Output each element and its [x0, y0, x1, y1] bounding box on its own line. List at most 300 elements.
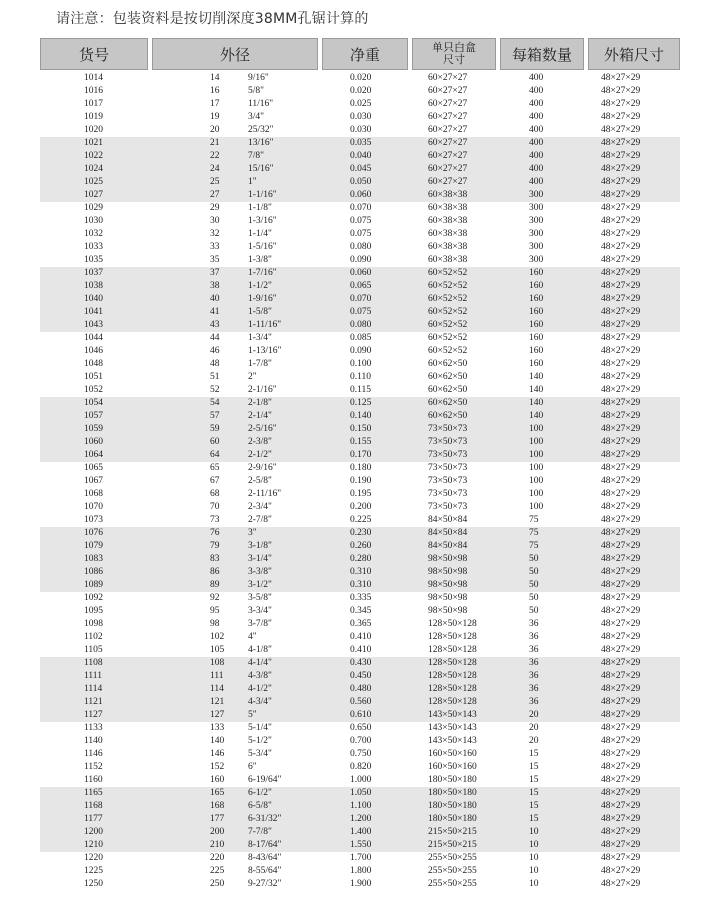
cell-net-weight: 0.410: [350, 645, 372, 655]
cell-outer-dia-inch: 1-3/8": [248, 255, 272, 265]
cell-outer-dia-mm: 152: [210, 762, 225, 772]
cell-outer-dia-inch: 2-1/4": [248, 411, 272, 421]
cell-outer-dia-inch: 9/16": [248, 73, 269, 83]
cell-box-size: 73×50×73: [428, 476, 468, 486]
cell-outer-dia-mm: 52: [210, 385, 220, 395]
cell-carton-size: 48×27×29: [601, 593, 641, 603]
cell-code: 1068: [84, 489, 103, 499]
cell-outer-dia-inch: 2-1/2": [248, 450, 272, 460]
cell-outer-dia-mm: 65: [210, 463, 220, 473]
table-row: [40, 566, 680, 579]
table-row: [40, 774, 680, 787]
cell-code: 1070: [84, 502, 103, 512]
cell-outer-dia-inch: 3-1/4": [248, 554, 272, 564]
table-row: [40, 98, 680, 111]
cell-carton-size: 48×27×29: [601, 671, 641, 681]
cell-outer-dia-inch: 1-3/16": [248, 216, 277, 226]
cell-code: 1064: [84, 450, 103, 460]
cell-outer-dia-mm: 46: [210, 346, 220, 356]
table-row: [40, 722, 680, 735]
cell-carton-size: 48×27×29: [601, 372, 641, 382]
cell-code: 1014: [84, 73, 103, 83]
cell-qty-per-carton: 36: [529, 658, 539, 668]
cell-net-weight: 0.080: [350, 242, 372, 252]
table-row: [40, 501, 680, 514]
cell-carton-size: 48×27×29: [601, 294, 641, 304]
cell-qty-per-carton: 10: [529, 853, 539, 863]
cell-box-size: 60×52×52: [428, 281, 468, 291]
table-row: [40, 592, 680, 605]
cell-box-size: 98×50×98: [428, 554, 468, 564]
cell-qty-per-carton: 75: [529, 528, 539, 538]
cell-net-weight: 0.025: [350, 99, 372, 109]
header-code: 货号: [40, 38, 148, 70]
table-row: [40, 280, 680, 293]
cell-carton-size: 48×27×29: [601, 840, 641, 850]
cell-outer-dia-mm: 92: [210, 593, 220, 603]
cell-qty-per-carton: 75: [529, 515, 539, 525]
cell-outer-dia-mm: 89: [210, 580, 220, 590]
cell-outer-dia-inch: 6-31/32": [248, 814, 282, 824]
cell-box-size: 255×50×255: [428, 853, 477, 863]
cell-carton-size: 48×27×29: [601, 684, 641, 694]
cell-carton-size: 48×27×29: [601, 112, 641, 122]
cell-code: 1051: [84, 372, 103, 382]
cell-outer-dia-mm: 44: [210, 333, 220, 343]
table-row: [40, 735, 680, 748]
cell-outer-dia-mm: 59: [210, 424, 220, 434]
cell-code: 1127: [84, 710, 103, 720]
table-row: [40, 670, 680, 683]
table-row: [40, 696, 680, 709]
cell-box-size: 60×62×50: [428, 372, 468, 382]
cell-box-size: 60×38×38: [428, 242, 468, 252]
cell-carton-size: 48×27×29: [601, 853, 641, 863]
cell-code: 1210: [84, 840, 103, 850]
cell-box-size: 60×38×38: [428, 255, 468, 265]
cell-outer-dia-mm: 165: [210, 788, 225, 798]
cell-outer-dia-inch: 2-3/8": [248, 437, 272, 447]
cell-qty-per-carton: 10: [529, 827, 539, 837]
cell-qty-per-carton: 100: [529, 502, 544, 512]
table-row: [40, 137, 680, 150]
cell-carton-size: 48×27×29: [601, 814, 641, 824]
cell-outer-dia-inch: 5-1/2": [248, 736, 272, 746]
cell-box-size: 98×50×98: [428, 593, 468, 603]
cell-box-size: 128×50×128: [428, 671, 477, 681]
cell-qty-per-carton: 140: [529, 398, 544, 408]
cell-net-weight: 0.190: [350, 476, 372, 486]
table-row: [40, 397, 680, 410]
cell-box-size: 84×50×84: [428, 515, 468, 525]
cell-box-size: 180×50×180: [428, 801, 477, 811]
cell-qty-per-carton: 400: [529, 99, 544, 109]
table-row: [40, 215, 680, 228]
cell-outer-dia-mm: 76: [210, 528, 220, 538]
cell-code: 1038: [84, 281, 103, 291]
cell-carton-size: 48×27×29: [601, 541, 641, 551]
cell-carton-size: 48×27×29: [601, 424, 641, 434]
cell-carton-size: 48×27×29: [601, 645, 641, 655]
cell-code: 1019: [84, 112, 103, 122]
cell-outer-dia-mm: 48: [210, 359, 220, 369]
cell-outer-dia-inch: 5/8": [248, 86, 265, 96]
table-row: [40, 839, 680, 852]
table-row: [40, 475, 680, 488]
cell-code: 1200: [84, 827, 103, 837]
cell-outer-dia-mm: 70: [210, 502, 220, 512]
table-row: [40, 878, 680, 891]
cell-outer-dia-inch: 11/16": [248, 99, 274, 109]
cell-outer-dia-mm: 17: [210, 99, 220, 109]
cell-net-weight: 0.035: [350, 138, 372, 148]
table-row: [40, 423, 680, 436]
cell-box-size: 215×50×215: [428, 827, 477, 837]
cell-box-size: 73×50×73: [428, 450, 468, 460]
cell-carton-size: 48×27×29: [601, 268, 641, 278]
table-row: [40, 241, 680, 254]
cell-box-size: 60×27×27: [428, 177, 468, 187]
cell-qty-per-carton: 10: [529, 879, 539, 889]
cell-net-weight: 0.050: [350, 177, 372, 187]
cell-code: 1160: [84, 775, 103, 785]
cell-qty-per-carton: 15: [529, 762, 539, 772]
table-row: [40, 228, 680, 241]
cell-qty-per-carton: 160: [529, 307, 544, 317]
cell-outer-dia-inch: 3-3/8": [248, 567, 272, 577]
cell-outer-dia-mm: 86: [210, 567, 220, 577]
table-row: [40, 748, 680, 761]
cell-qty-per-carton: 75: [529, 541, 539, 551]
cell-net-weight: 0.310: [350, 580, 372, 590]
cell-code: 1048: [84, 359, 103, 369]
cell-net-weight: 0.410: [350, 632, 372, 642]
cell-qty-per-carton: 100: [529, 437, 544, 447]
cell-outer-dia-mm: 32: [210, 229, 220, 239]
cell-net-weight: 0.040: [350, 151, 372, 161]
table-row: [40, 293, 680, 306]
cell-box-size: 128×50×128: [428, 684, 477, 694]
cell-net-weight: 0.070: [350, 294, 372, 304]
cell-qty-per-carton: 160: [529, 281, 544, 291]
table-row: [40, 358, 680, 371]
cell-qty-per-carton: 400: [529, 164, 544, 174]
table-row: [40, 345, 680, 358]
cell-code: 1102: [84, 632, 103, 642]
cell-outer-dia-inch: 4-1/4": [248, 658, 272, 668]
cell-net-weight: 1.100: [350, 801, 372, 811]
cell-net-weight: 0.085: [350, 333, 372, 343]
table-row: [40, 631, 680, 644]
table-row: [40, 410, 680, 423]
cell-carton-size: 48×27×29: [601, 125, 641, 135]
header-box-size: [412, 38, 496, 70]
table-row: [40, 436, 680, 449]
cell-carton-size: 48×27×29: [601, 762, 641, 772]
cell-outer-dia-mm: 14: [210, 73, 220, 83]
cell-box-size: 60×38×38: [428, 203, 468, 213]
table-row: [40, 813, 680, 826]
cell-carton-size: 48×27×29: [601, 450, 641, 460]
cell-code: 1177: [84, 814, 103, 824]
cell-qty-per-carton: 50: [529, 567, 539, 577]
cell-net-weight: 0.610: [350, 710, 372, 720]
cell-qty-per-carton: 400: [529, 73, 544, 83]
cell-code: 1020: [84, 125, 103, 135]
cell-outer-dia-inch: 3/4": [248, 112, 265, 122]
cell-outer-dia-mm: 30: [210, 216, 220, 226]
cell-qty-per-carton: 100: [529, 476, 544, 486]
cell-box-size: 60×38×38: [428, 190, 468, 200]
cell-outer-dia-inch: 7-7/8": [248, 827, 272, 837]
cell-code: 1059: [84, 424, 103, 434]
cell-carton-size: 48×27×29: [601, 73, 641, 83]
cell-box-size: 60×38×38: [428, 229, 468, 239]
table-row: [40, 176, 680, 189]
table-row: [40, 605, 680, 618]
cell-box-size: 60×52×52: [428, 320, 468, 330]
cell-net-weight: 0.090: [350, 255, 372, 265]
cell-net-weight: 1.700: [350, 853, 372, 863]
cell-box-size: 98×50×98: [428, 580, 468, 590]
cell-outer-dia-inch: 2-9/16": [248, 463, 277, 473]
cell-code: 1022: [84, 151, 103, 161]
cell-box-size: 128×50×128: [428, 658, 477, 668]
cell-code: 1044: [84, 333, 103, 343]
cell-net-weight: 0.200: [350, 502, 372, 512]
cell-net-weight: 0.140: [350, 411, 372, 421]
cell-carton-size: 48×27×29: [601, 216, 641, 226]
cell-outer-dia-inch: 1-1/4": [248, 229, 272, 239]
cell-carton-size: 48×27×29: [601, 151, 641, 161]
cell-outer-dia-inch: 1-7/16": [248, 268, 277, 278]
cell-outer-dia-inch: 3-1/8": [248, 541, 272, 551]
table-row: [40, 189, 680, 202]
cell-code: 1220: [84, 853, 103, 863]
cell-outer-dia-inch: 1-1/16": [248, 190, 277, 200]
cell-carton-size: 48×27×29: [601, 749, 641, 759]
cell-outer-dia-mm: 29: [210, 203, 220, 213]
cell-carton-size: 48×27×29: [601, 476, 641, 486]
cell-qty-per-carton: 15: [529, 801, 539, 811]
cell-net-weight: 0.180: [350, 463, 372, 473]
cell-box-size: 73×50×73: [428, 463, 468, 473]
cell-carton-size: 48×27×29: [601, 281, 641, 291]
cell-box-size: 215×50×215: [428, 840, 477, 850]
cell-carton-size: 48×27×29: [601, 203, 641, 213]
cell-outer-dia-mm: 67: [210, 476, 220, 486]
cell-outer-dia-inch: 6-5/8": [248, 801, 272, 811]
cell-code: 1146: [84, 749, 103, 759]
cell-net-weight: 0.560: [350, 697, 372, 707]
cell-outer-dia-mm: 127: [210, 710, 225, 720]
cell-code: 1021: [84, 138, 103, 148]
cell-box-size: 60×62×50: [428, 359, 468, 369]
cell-outer-dia-inch: 2-3/4": [248, 502, 272, 512]
cell-net-weight: 0.090: [350, 346, 372, 356]
cell-box-size: 128×50×128: [428, 619, 477, 629]
cell-net-weight: 0.030: [350, 125, 372, 135]
cell-code: 1027: [84, 190, 103, 200]
cell-outer-dia-mm: 41: [210, 307, 220, 317]
cell-carton-size: 48×27×29: [601, 879, 641, 889]
cell-outer-dia-mm: 40: [210, 294, 220, 304]
cell-box-size: 84×50×84: [428, 528, 468, 538]
cell-carton-size: 48×27×29: [601, 827, 641, 837]
cell-code: 1067: [84, 476, 103, 486]
cell-outer-dia-inch: 2-5/8": [248, 476, 272, 486]
cell-net-weight: 0.450: [350, 671, 372, 681]
cell-carton-size: 48×27×29: [601, 398, 641, 408]
table-row: [40, 85, 680, 98]
cell-outer-dia-inch: 2-7/8": [248, 515, 272, 525]
cell-box-size: 60×27×27: [428, 86, 468, 96]
cell-carton-size: 48×27×29: [601, 489, 641, 499]
cell-carton-size: 48×27×29: [601, 411, 641, 421]
cell-outer-dia-inch: 15/16": [248, 164, 274, 174]
cell-carton-size: 48×27×29: [601, 190, 641, 200]
cell-carton-size: 48×27×29: [601, 632, 641, 642]
cell-outer-dia-inch: 9-27/32": [248, 879, 282, 889]
header-box-size-line1: 单只白盒: [432, 41, 476, 54]
cell-code: 1017: [84, 99, 103, 109]
header-net-weight: 净重: [322, 38, 408, 70]
cell-outer-dia-mm: 37: [210, 268, 220, 278]
cell-net-weight: 0.750: [350, 749, 372, 759]
cell-outer-dia-mm: 200: [210, 827, 225, 837]
cell-qty-per-carton: 36: [529, 697, 539, 707]
header-carton-size: 外箱尺寸: [588, 38, 680, 70]
cell-outer-dia-inch: 5-1/4": [248, 723, 272, 733]
cell-carton-size: 48×27×29: [601, 255, 641, 265]
cell-code: 1095: [84, 606, 103, 616]
cell-carton-size: 48×27×29: [601, 528, 641, 538]
cell-qty-per-carton: 160: [529, 359, 544, 369]
cell-outer-dia-mm: 68: [210, 489, 220, 499]
cell-outer-dia-inch: 6-19/64": [248, 775, 282, 785]
cell-box-size: 60×27×27: [428, 99, 468, 109]
table-row: [40, 579, 680, 592]
table-row: [40, 111, 680, 124]
cell-outer-dia-inch: 3-3/4": [248, 606, 272, 616]
cell-net-weight: 1.050: [350, 788, 372, 798]
cell-qty-per-carton: 50: [529, 554, 539, 564]
cell-net-weight: 0.125: [350, 398, 372, 408]
cell-net-weight: 0.075: [350, 307, 372, 317]
cell-qty-per-carton: 300: [529, 216, 544, 226]
cell-carton-size: 48×27×29: [601, 99, 641, 109]
cell-carton-size: 48×27×29: [601, 437, 641, 447]
cell-box-size: 180×50×180: [428, 788, 477, 798]
cell-box-size: 60×27×27: [428, 125, 468, 135]
cell-net-weight: 1.550: [350, 840, 372, 850]
table-row: [40, 163, 680, 176]
cell-net-weight: 0.065: [350, 281, 372, 291]
cell-net-weight: 0.650: [350, 723, 372, 733]
cell-box-size: 60×27×27: [428, 73, 468, 83]
cell-box-size: 60×27×27: [428, 138, 468, 148]
table-row: [40, 488, 680, 501]
table-row: [40, 683, 680, 696]
cell-qty-per-carton: 400: [529, 138, 544, 148]
cell-outer-dia-inch: 2-5/16": [248, 424, 277, 434]
cell-qty-per-carton: 160: [529, 320, 544, 330]
cell-outer-dia-mm: 210: [210, 840, 225, 850]
cell-outer-dia-inch: 1-5/8": [248, 307, 272, 317]
cell-box-size: 143×50×143: [428, 710, 477, 720]
table-row: [40, 657, 680, 670]
cell-box-size: 60×52×52: [428, 307, 468, 317]
table-row: [40, 514, 680, 527]
cell-outer-dia-mm: 25: [210, 177, 220, 187]
cell-carton-size: 48×27×29: [601, 333, 641, 343]
cell-box-size: 60×52×52: [428, 333, 468, 343]
cell-outer-dia-inch: 3-1/2": [248, 580, 272, 590]
cell-box-size: 73×50×73: [428, 502, 468, 512]
cell-net-weight: 1.400: [350, 827, 372, 837]
cell-outer-dia-inch: 6-1/2": [248, 788, 272, 798]
table-row: [40, 761, 680, 774]
cell-box-size: 60×27×27: [428, 151, 468, 161]
cell-code: 1098: [84, 619, 103, 629]
cell-outer-dia-mm: 177: [210, 814, 225, 824]
cell-box-size: 143×50×143: [428, 736, 477, 746]
cell-code: 1092: [84, 593, 103, 603]
cell-carton-size: 48×27×29: [601, 866, 641, 876]
cell-qty-per-carton: 140: [529, 411, 544, 421]
cell-code: 1060: [84, 437, 103, 447]
cell-outer-dia-mm: 33: [210, 242, 220, 252]
cell-carton-size: 48×27×29: [601, 164, 641, 174]
cell-net-weight: 0.075: [350, 229, 372, 239]
table-row: [40, 254, 680, 267]
cell-outer-dia-mm: 16: [210, 86, 220, 96]
cell-outer-dia-inch: 1-3/4": [248, 333, 272, 343]
cell-carton-size: 48×27×29: [601, 502, 641, 512]
cell-box-size: 160×50×160: [428, 749, 477, 759]
cell-code: 1079: [84, 541, 103, 551]
cell-net-weight: 0.195: [350, 489, 372, 499]
cell-box-size: 60×52×52: [428, 346, 468, 356]
cell-code: 1114: [84, 684, 103, 694]
table-row: [40, 787, 680, 800]
page-note: 请注意：包装资料是按切削深度38MM孔锯计算的: [56, 11, 369, 27]
cell-code: 1035: [84, 255, 103, 265]
cell-code: 1140: [84, 736, 103, 746]
cell-net-weight: 0.100: [350, 359, 372, 369]
table-row: [40, 267, 680, 280]
cell-carton-size: 48×27×29: [601, 554, 641, 564]
cell-outer-dia-mm: 73: [210, 515, 220, 525]
cell-net-weight: 0.365: [350, 619, 372, 629]
cell-outer-dia-inch: 3-7/8": [248, 619, 272, 629]
packing-table-body: [40, 72, 680, 891]
cell-outer-dia-mm: 121: [210, 697, 225, 707]
cell-outer-dia-mm: 38: [210, 281, 220, 291]
cell-carton-size: 48×27×29: [601, 723, 641, 733]
cell-carton-size: 48×27×29: [601, 775, 641, 785]
cell-code: 1016: [84, 86, 103, 96]
cell-net-weight: 1.200: [350, 814, 372, 824]
cell-outer-dia-inch: 3-5/8": [248, 593, 272, 603]
cell-code: 1133: [84, 723, 103, 733]
cell-outer-dia-mm: 54: [210, 398, 220, 408]
table-row: [40, 618, 680, 631]
cell-net-weight: 0.335: [350, 593, 372, 603]
cell-box-size: 255×50×255: [428, 866, 477, 876]
cell-code: 1105: [84, 645, 103, 655]
cell-net-weight: 0.345: [350, 606, 372, 616]
